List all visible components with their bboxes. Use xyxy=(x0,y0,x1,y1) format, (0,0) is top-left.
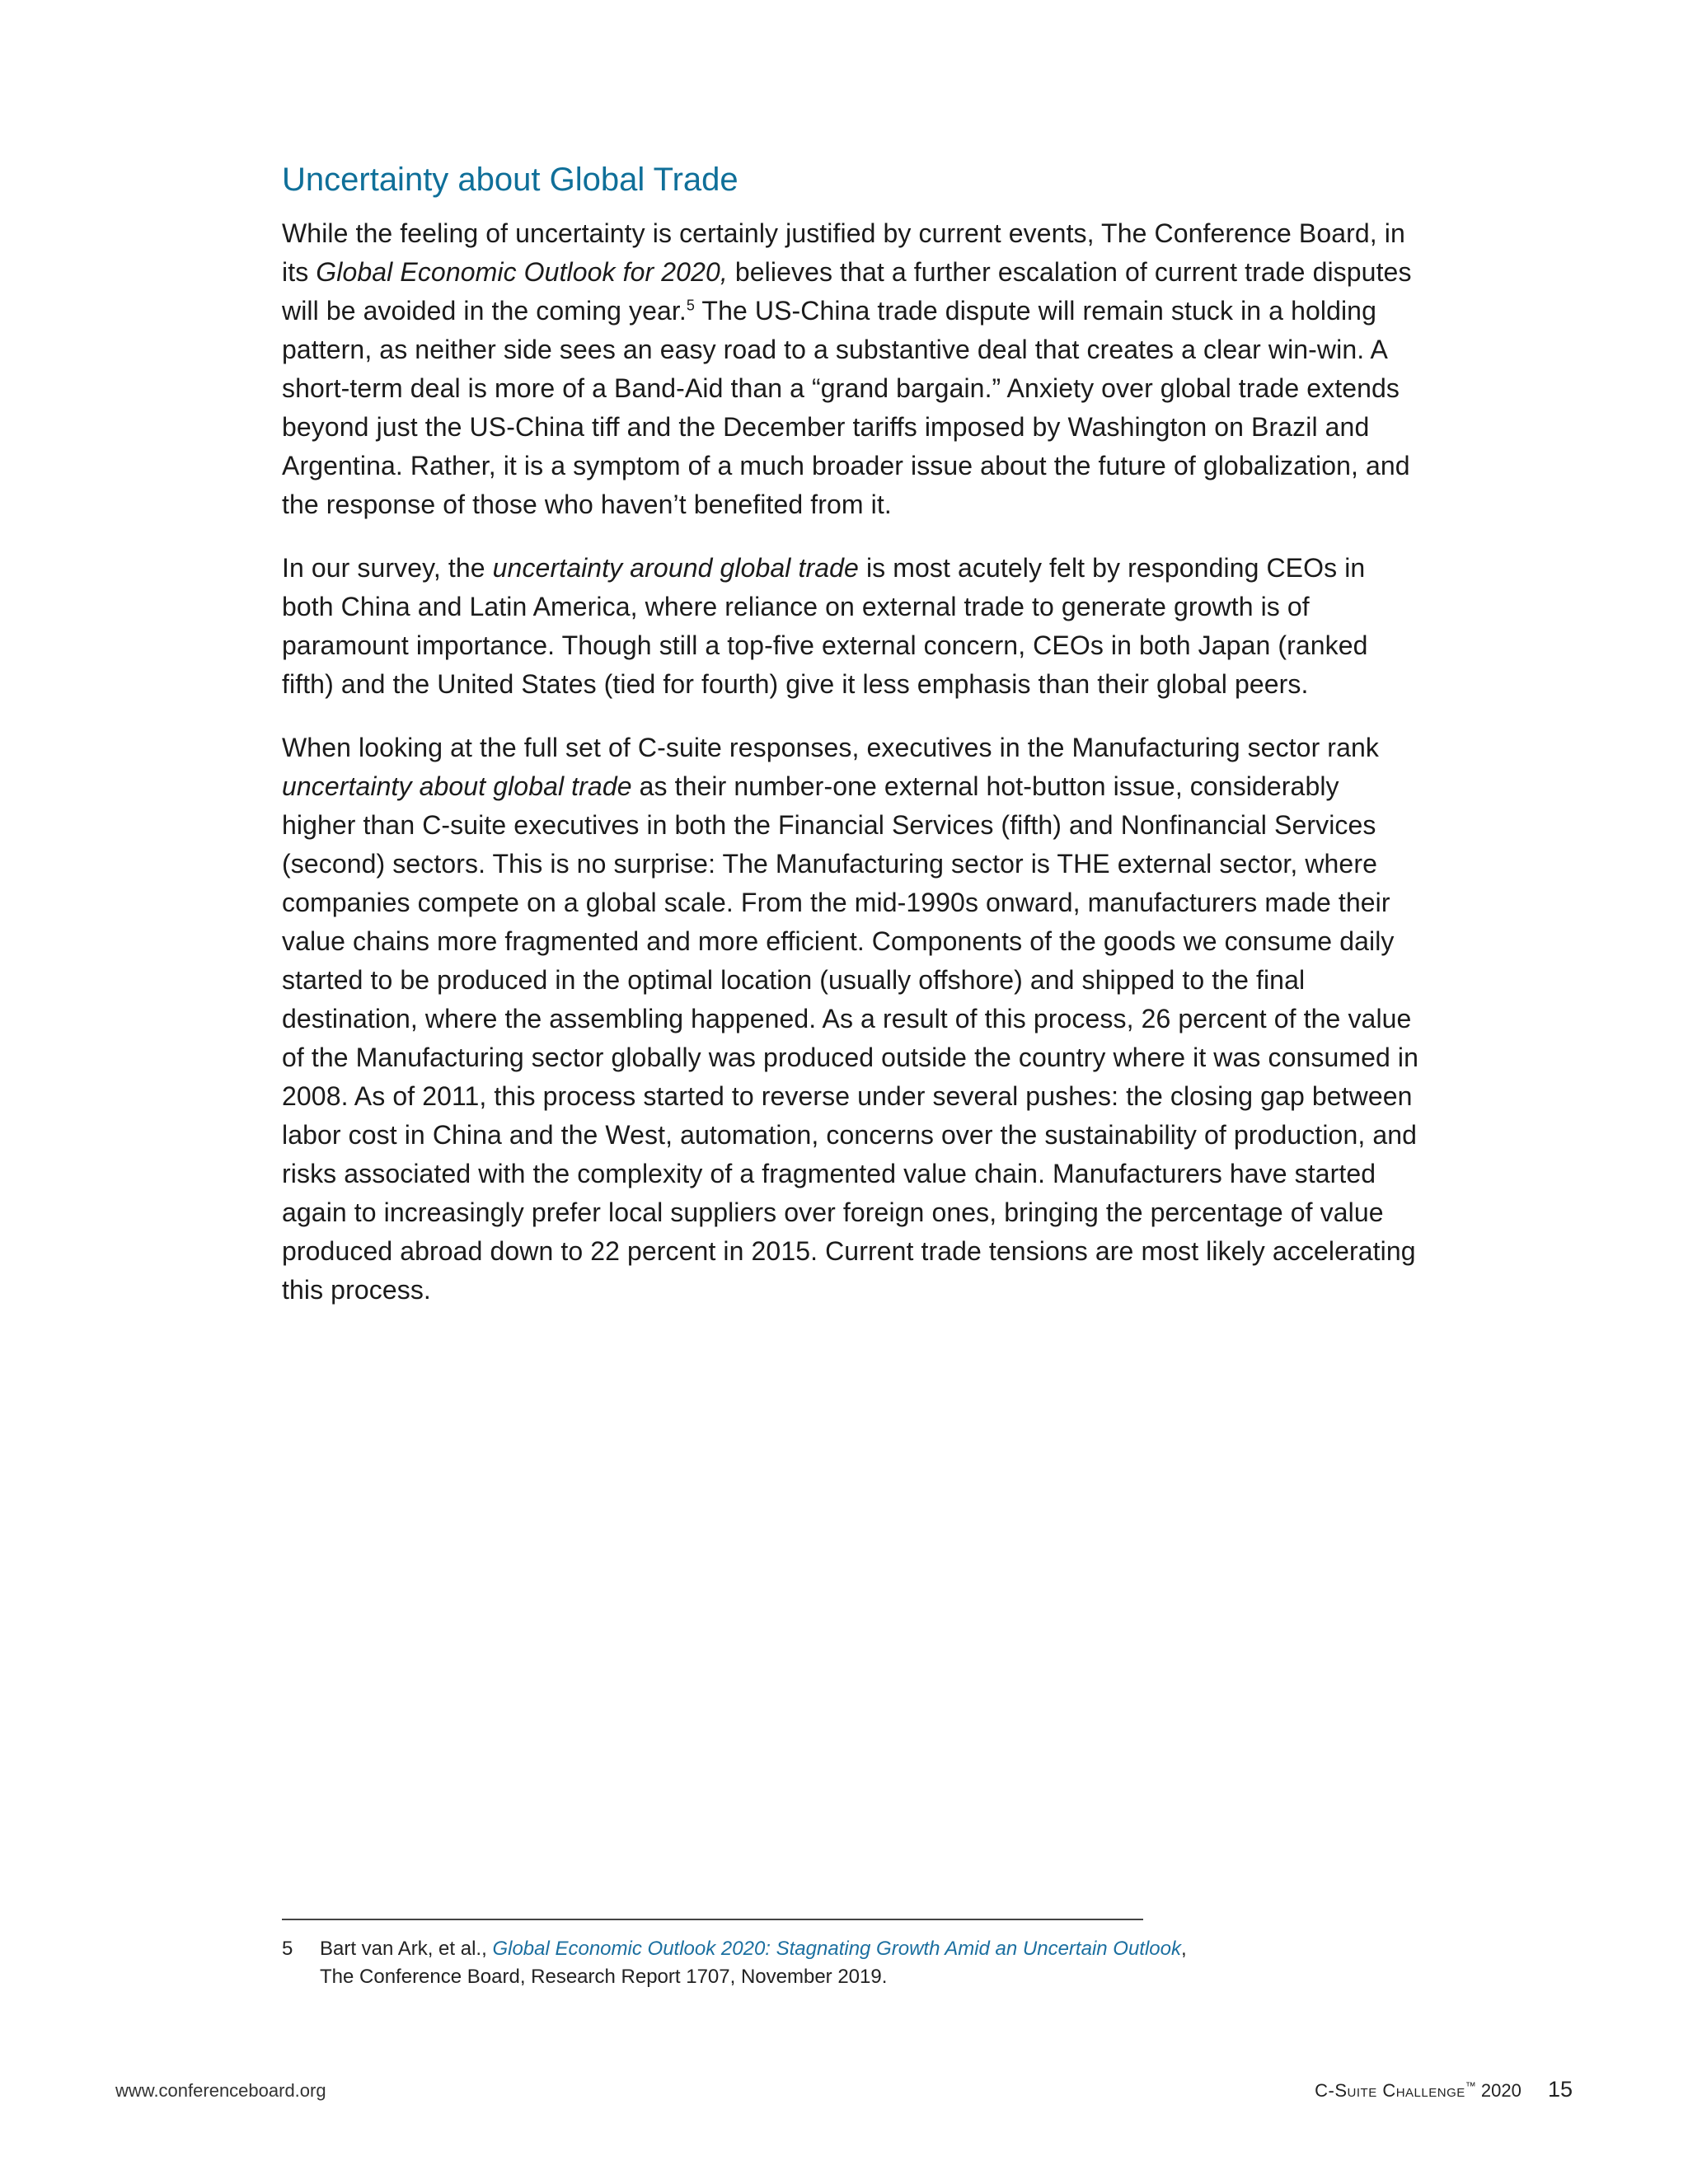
paragraph-3-italic: uncertainty about global trade xyxy=(282,771,632,801)
paragraph-1-italic: Global Economic Outlook for 2020, xyxy=(316,257,728,287)
footnote-authors: Bart van Ark, et al., xyxy=(320,1938,493,1960)
footnote-number: 5 xyxy=(282,1938,293,1960)
paragraph-1-text-a: While the feeling of uncertainty is certainly justified by current events, The Conference Board, in its xyxy=(282,218,1405,287)
footnote-body xyxy=(320,1935,1432,1991)
paragraph-1-text-b: believes that a further escalation of current trade disputes will be avoided in the coming year. xyxy=(282,257,1412,326)
footnote-after-link: , xyxy=(1181,1938,1187,1960)
footer-year: 2020 xyxy=(1480,2080,1522,2101)
footer-publication xyxy=(1315,2077,1573,2102)
trademark-symbol: ™ xyxy=(1465,2079,1476,2093)
paragraph-1-text-c: The US-China trade dispute will remain stuck in a holding pattern, as neither side sees an easy road to a substantive deal that creates a clear win-win. A short-term deal is more of a Band-Aid than a “grand bargain.” Anxiety over global trade extends beyond just the US-China tiff and the December tariffs imposed by Washington on Brazil and Argentina. Rather, it is a symptom of a much broader issue about the future of globalization, and the response of those who haven’t benefited from it. xyxy=(282,296,1410,519)
paragraph-3-text-a: When looking at the full set of C-suite responses, executives in the Manufacturing sector rank xyxy=(282,733,1379,762)
paragraph-1 xyxy=(282,214,1419,524)
paragraph-3 xyxy=(282,729,1419,1310)
paragraph-3-text-b: as their number-one external hot-button issue, considerably higher than C-suite executives in both the Financial Services (fifth) and Nonfinancial Services (second) sectors. This is no surprise: The Manufacturing sector is THE external sector, where companies compete on a global scale. From the mid-1990s onward, manufacturers made their value chains more fragmented and more efficient. Components of the goods we consume daily started to be produced in the optimal location (usually offshore) and shipped to the final destination, where the assembling happened. As a result of this process, 26 percent of the value of the Manufacturing sector globally was produced outside the country where it was consumed in 2008. As of 2011, this process started to reverse under several pushes: the closing gap between labor cost in China and the West, automation, concerns over the sustainability of production, and risks associated with the complexity of a fragmented value chain. Manufacturers have started again to increasingly prefer local suppliers over foreign ones, bringing the percentage of value produced abroad down to 22 percent in 2015. Current trade tensions are most likely accelerating this process. xyxy=(282,771,1419,1305)
page-number: 15 xyxy=(1547,2077,1573,2102)
footer-website[interactable]: www.conferenceboard.org xyxy=(115,2080,326,2101)
footnote-reference[interactable]: 5 xyxy=(686,297,696,314)
footer-publication-title: C-Suite Challenge xyxy=(1315,2080,1465,2101)
footnote-divider xyxy=(282,1919,1143,1920)
footnote-publisher: The Conference Board, Research Report 1707, November 2019. xyxy=(320,1966,888,1988)
paragraph-2-text-a: In our survey, the xyxy=(282,553,493,583)
paragraph-2 xyxy=(282,549,1419,704)
paragraph-2-text-b: is most acutely felt by responding CEOs in both China and Latin America, where reliance on external trade to generate growth is of paramount importance. Though still a top-five external concern, CEOs in both Japan (ranked fifth) and the United States (tied for fourth) give it less emphasis than their global peers. xyxy=(282,553,1368,699)
section-heading: Uncertainty about Global Trade xyxy=(282,162,738,198)
paragraph-2-italic: uncertainty around global trade xyxy=(492,553,859,583)
footnote-link[interactable]: Global Economic Outlook 2020: Stagnating Growth Amid an Uncertain Outlook xyxy=(492,1938,1181,1960)
main-content xyxy=(282,157,1419,1334)
